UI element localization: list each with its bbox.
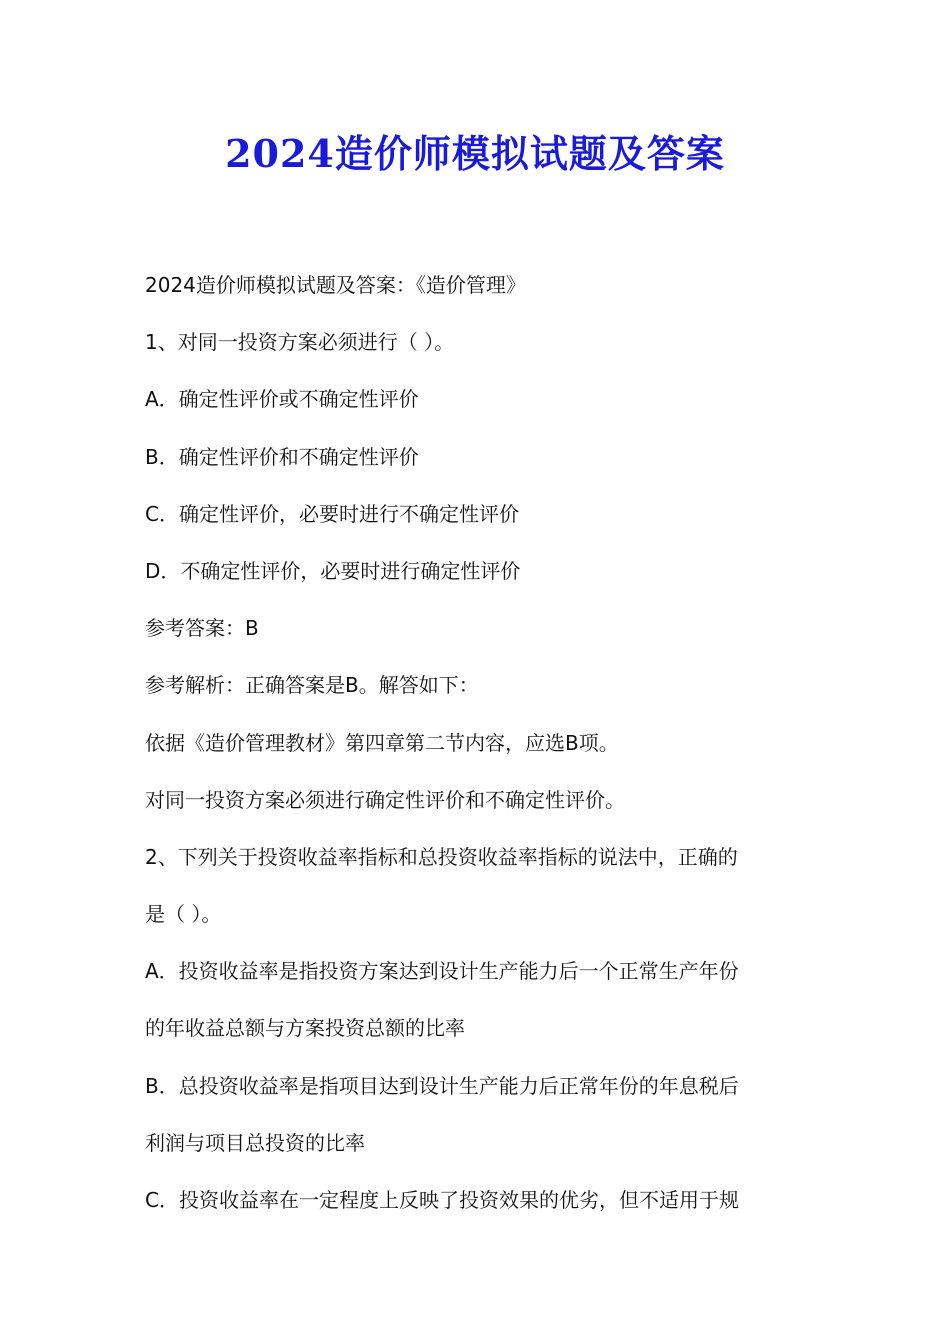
question-2-text-line-2: 是（ ）。: [145, 902, 222, 927]
question-1-option-c: C．确定性评价，必要时进行不确定性评价: [145, 501, 519, 526]
document-body: [145, 257, 813, 1229]
paragraph-subtitle: 2024造价师模拟试题及答案：《造价管理》: [145, 273, 526, 297]
question-2-option-b-line-2: 利润与项目总投资的比率: [145, 1130, 365, 1155]
question-2-option-a-line-2: 的年收益总额与方案投资总额的比率: [145, 1016, 465, 1041]
question-2-option-a-line-1: A．投资收益率是指投资方案达到设计生产能力后一个正常生产年份: [145, 959, 739, 984]
question-1-explanation-source: 依据《造价管理教材》第四章第二节内容，应选B项。: [145, 730, 619, 755]
question-1-explanation-heading: 参考解析：正确答案是B。解答如下：: [145, 673, 479, 698]
question-1-option-b: B．确定性评价和不确定性评价: [145, 444, 419, 469]
question-1-text: 1、对同一投资方案必须进行（ ）。: [145, 330, 455, 355]
document-title: 2024造价师模拟试题及答案: [225, 131, 725, 176]
question-2-text-line-1: 2、下列关于投资收益率指标和总投资收益率指标的说法中，正确的: [145, 844, 738, 869]
question-1-explanation-detail: 对同一投资方案必须进行确定性评价和不确定性评价。: [145, 787, 625, 812]
question-2-option-b-line-1: B．总投资收益率是指项目达到设计生产能力后正常年份的年息税后: [145, 1073, 739, 1098]
question-1-option-d: D．不确定性评价，必要时进行确定性评价: [145, 558, 521, 583]
question-1-option-a: A．确定性评价或不确定性评价: [145, 387, 419, 412]
question-1-answer: 参考答案：B: [145, 616, 259, 641]
question-2-option-c-line-1: C．投资收益率在一定程度上反映了投资效果的优劣，但不适用于规: [145, 1188, 739, 1212]
